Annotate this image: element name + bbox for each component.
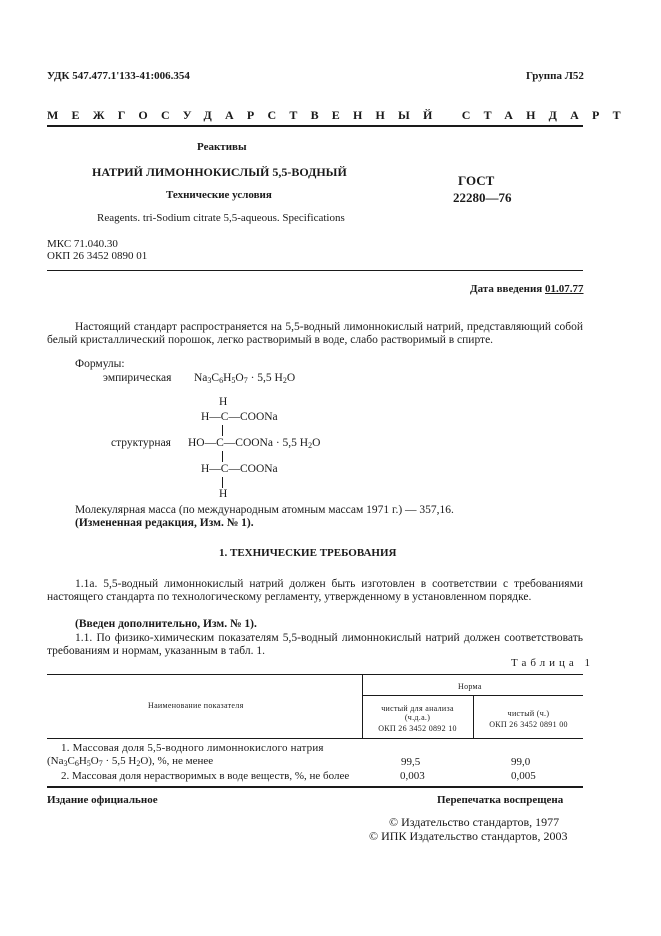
paragraph-1-1a: 1.1а. 5,5-водный лимоннокислый натрий должен быть изготовлен в соответствии с требованиями настоящего стандарта по технологическому регламенту, утвержденному в установленном порядке. [47,578,583,604]
english-title: Reagents. tri-Sodium citrate 5,5-aqueous. Specifications [97,212,345,224]
paragraph-1-1: 1.1. По физико-химическим показателям 5,5-водный лимоннокислый натрий должен соответствовать требованиям и нормам, указанным в табл. 1. [47,632,583,658]
amendment-note-1: (Измененная редакция, Изм. № 1). [75,517,254,529]
title-rule [47,270,583,271]
table-header-rule [47,738,583,739]
structural-label: структурная [111,437,171,449]
intro-date-label: Дата введения [470,283,543,295]
intro-date [470,283,584,295]
standard-banner: МЕЖГОСУДАРСТВЕННЫЙ СТАНДАРТ [47,108,634,122]
structural-bond-1 [222,425,223,436]
intro-date-value: 01.07.77 [545,283,584,295]
table-col-norm-header: Норма [458,682,482,691]
section-1-title: 1. ТЕХНИЧЕСКИЕ ТРЕБОВАНИЯ [219,547,397,559]
table-row-1-value-b: 99,0 [511,756,531,768]
structural-row-3: H—C—COONa [201,463,278,475]
intro-paragraph: Настоящий стандарт распространяется на 5,5-водный лимоннокислый натрий, представляющий собой белый кристаллический порошок, легко растворимый в воде, слабо растворимый в спирте. [47,321,583,347]
structural-bond-2 [222,451,223,462]
table-row-1-value-a: 99,5 [401,756,421,768]
structural-bond-3 [222,477,223,488]
table-col-name-header: Наименование показателя [148,701,244,710]
reprint-notice: Перепечатка воспрещена [437,794,564,806]
amendment-note-2: (Введен дополнительно, Изм. № 1). [75,618,257,630]
banner-rule [47,125,583,127]
copyright-1977: © Издательство стандартов, 1977 [389,815,560,829]
molecular-mass: Молекулярная масса (по международным атомным массам 1971 г.) — 357,16. [75,504,454,516]
document-subtitle: Технические условия [166,189,272,201]
footer-rule [47,786,583,788]
official-edition: Издание официальное [47,794,158,806]
table-col-a-header: чистый для анализа (ч.д.а.) ОКП 26 3452 0892 10 [378,704,457,733]
table-row [47,742,355,768]
group-code: Группа Л52 [526,70,584,82]
table-col-b-header: чистый (ч.) ОКП 26 3452 0891 00 [489,709,568,729]
gost-number: 22280—76 [453,190,512,205]
table-top-rule [47,674,583,675]
table-row-1-name: 1. Массовая доля 5,5-водного лимоннокислого натрия [61,742,324,754]
structural-row-1: H—C—COONa [201,411,278,423]
empirical-formula: $Na_3C_6H_5O_7 \cdot 5,5$ $H_2O$ [194,372,296,385]
document-title: НАТРИЙ ЛИМОННОКИСЛЫЙ 5,5-ВОДНЫЙ [92,165,347,179]
gost-label: ГОСТ [458,173,495,188]
table-row-2-value-a: 0,003 [400,770,425,782]
structural-row-2: HO—C—COONa · 5,5 $H_2O$ [188,437,321,450]
empirical-label: эмпирическая [103,372,172,384]
table-row-1-name-formula: ($Na_3C_6H_5O_7 \cdot 5,5$ $H_2O$), %, не менее [47,755,214,768]
table-row-2-value-b: 0,005 [511,770,536,782]
copyright-2003: © ИПК Издательство стандартов, 2003 [369,829,568,843]
table-caption: Таблица 1 [511,657,595,669]
document-category: Реактивы [197,141,247,153]
table-row-2-name: 2. Массовая доля нерастворимых в воде веществ, %, не более [61,770,350,782]
formulas-label: Формулы: [75,358,125,370]
structural-top-h: H [219,396,228,408]
udk-code: УДК 547.477.1'133-41:006.354 [47,70,190,82]
mks-code: МКС 71.040.30 [47,238,118,250]
structural-bottom-h: H [219,488,228,500]
okp-code: ОКП 26 3452 0890 01 [47,250,148,262]
